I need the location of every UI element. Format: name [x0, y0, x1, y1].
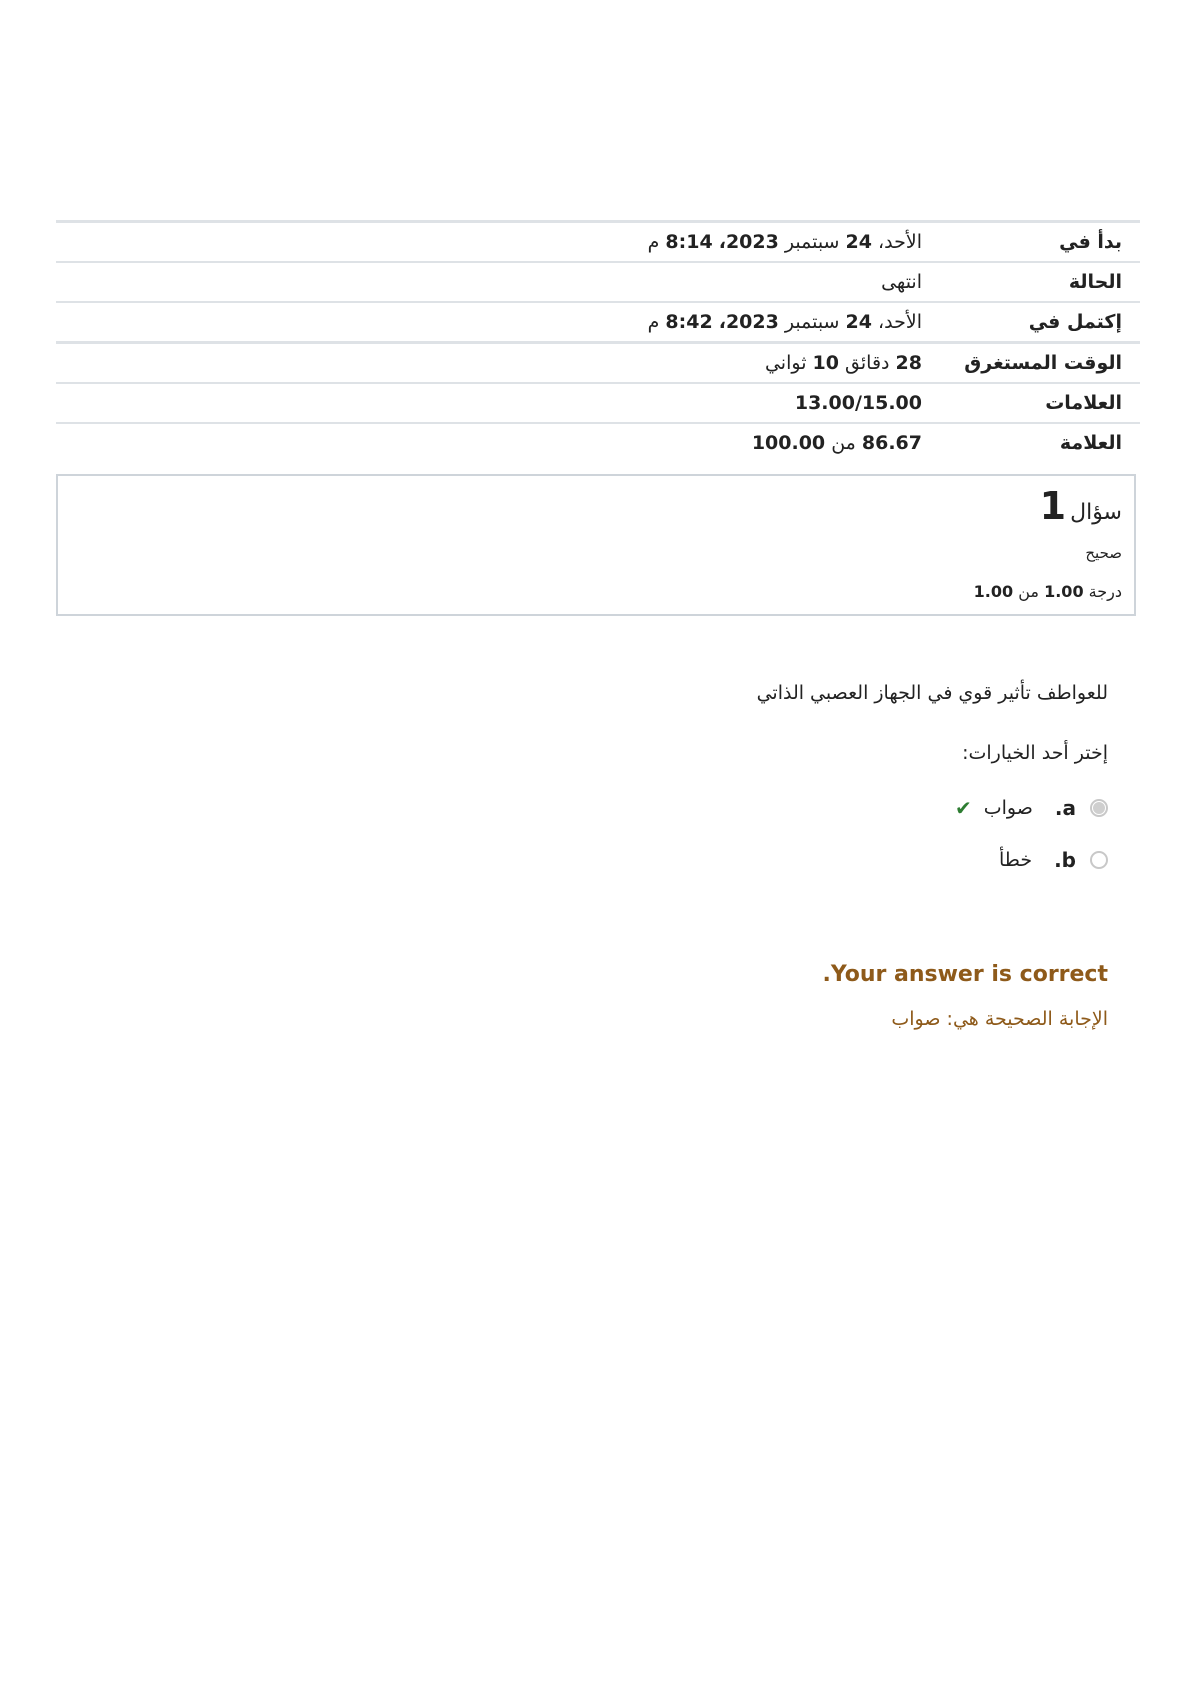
marks-label: العلامات: [1045, 392, 1122, 414]
question-info-box: [56, 474, 1136, 616]
answer-prompt: إختر أحد الخيارات:: [962, 742, 1108, 764]
started-label: بدأ في: [1059, 231, 1122, 253]
summary-row-started: [56, 223, 1140, 263]
completed-value: الأحد، 24 سبتمبر 2023، 8:42 م: [647, 311, 922, 333]
answer-option-a[interactable]: [955, 792, 1108, 824]
option-letter: a.: [1054, 796, 1076, 820]
attempt-summary-table: [56, 220, 1140, 462]
option-text: صواب: [983, 797, 1033, 819]
checkmark-icon: ✔: [955, 796, 972, 820]
grade-value: 86.67 من 100.00: [751, 432, 922, 454]
option-letter: b.: [1054, 848, 1076, 872]
radio-button-selected[interactable]: [1090, 799, 1108, 817]
right-answer-text: الإجابة الصحيحة هي: صواب: [891, 1008, 1108, 1030]
started-value: الأحد، 24 سبتمبر 2023، 8:14 م: [647, 231, 922, 253]
duration-value: 28 دقائق 10 ثواني: [764, 352, 922, 374]
question-state: صحيح: [1085, 544, 1122, 562]
summary-row-duration: [56, 344, 1140, 384]
grade-label: العلامة: [1059, 432, 1122, 454]
answer-option-b[interactable]: [987, 844, 1108, 876]
question-grade: درجة 1.00 من 1.00: [973, 582, 1122, 601]
duration-label: الوقت المستغرق: [964, 352, 1122, 374]
feedback-text: Your answer is correct.: [822, 962, 1108, 987]
question-number: سؤال1: [1039, 484, 1122, 528]
question-text: للعواطف تأثير قوي في الجهاز العصبي الذاتي: [756, 682, 1108, 704]
summary-row-marks: [56, 384, 1140, 424]
state-label: الحالة: [1068, 271, 1122, 293]
summary-row-state: [56, 263, 1140, 303]
summary-row-grade: [56, 424, 1140, 462]
summary-row-completed: [56, 303, 1140, 344]
radio-button[interactable]: [1090, 851, 1108, 869]
marks-value: 13.00/15.00: [794, 392, 922, 414]
state-value: انتهى: [881, 271, 922, 293]
completed-label: إكتمل في: [1028, 311, 1122, 333]
option-text: خطأ: [998, 849, 1033, 871]
